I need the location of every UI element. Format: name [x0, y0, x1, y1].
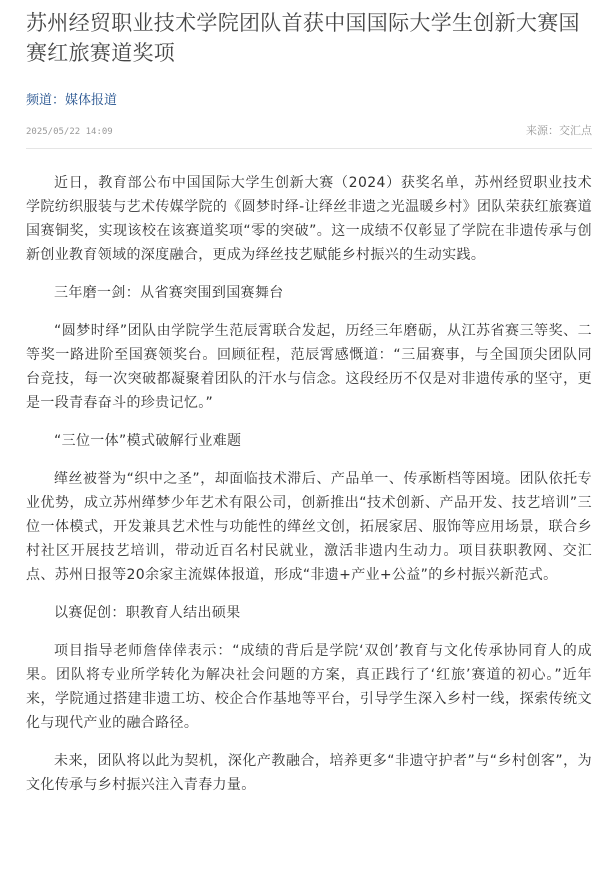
article-source: 来源：交汇点 [526, 124, 592, 137]
article-body [26, 171, 592, 797]
section-heading-3: 以赛促创：职教育人结出硕果 [54, 605, 241, 621]
channel-label: 频道： [26, 93, 66, 108]
channel-link-media-reports[interactable]: 媒体报道 [65, 93, 118, 108]
section-heading-2: “三位一体”模式破解行业难题 [54, 433, 242, 449]
paragraph-model: 缂丝被誉为“织中之圣”，却面临技术滞后、产品单一、传承断档等困境。团队依托专业优势，成立苏州缂梦少年艺术有限公司，创新推出“技术创新、产品开发、技艺培训”三位一体模式，开发兼具艺术性与功能性的缂丝文创，拓展家居、服饰等应用场景，联合乡村社区开展技艺培训，带动近百名村民就业，激活非遗内生动力。项目获职教网、交汇点、苏州日报等20余家主流媒体报道，形成“非遗+产业+公益”的乡村振兴新范式。 [26, 471, 592, 583]
publish-date: 2025/05/22 14:09 [26, 127, 113, 137]
article-title: 苏州经贸职业技术学院团队首获中国国际大学生创新大赛国赛红旅赛道奖项 [26, 11, 580, 65]
paragraph-advisor: 项目指导老师詹倖倖表示：“成绩的背后是学院‘双创’教育与文化传承协同育人的成果。团队将专业所学转化为解决社会问题的方案，真正践行了‘红旅’赛道的初心。”近年来，学院通过搭建非遗工坊、校企合作基地等平台，引导学生深入乡村一线，探索传统文化与现代产业的融合路径。 [26, 643, 592, 731]
article-meta [26, 122, 592, 142]
paragraph-team-journey: “圆梦时绎”团队由学院学生范辰霄联合发起，历经三年磨砺，从江苏省赛三等奖、二等奖一路进阶至国赛领奖台。回顾征程，范辰霄感慨道：“三届赛事，与全国顶尖团队同台竞技，每一次突破都凝聚着团队的汗水与信念。这段经历不仅是对非遗传承的坚守，更是一段青春奋斗的珍贵记忆。” [26, 323, 592, 411]
channel-line [26, 92, 117, 110]
header-divider [26, 148, 592, 149]
paragraph-future: 未来，团队将以此为契机，深化产教融合，培养更多“非遗守护者”与“乡村创客”，为文化传承与乡村振兴注入青春力量。 [26, 753, 592, 793]
paragraph-intro: 近日，教育部公布中国国际大学生创新大赛（2024）获奖名单，苏州经贸职业技术学院纺织服装与艺术传媒学院的《圆梦时绎-让绎丝非遗之光温暖乡村》团队荣获红旅赛道国赛铜奖，实现该校在该赛道奖项“零的突破”。这一成绩不仅彰显了学院在非遗传承与创新创业教育领域的深度融合，更成为绎丝技艺赋能乡村振兴的生动实践。 [26, 175, 592, 263]
section-heading-1: 三年磨一剑：从省赛突围到国赛舞台 [54, 285, 284, 301]
